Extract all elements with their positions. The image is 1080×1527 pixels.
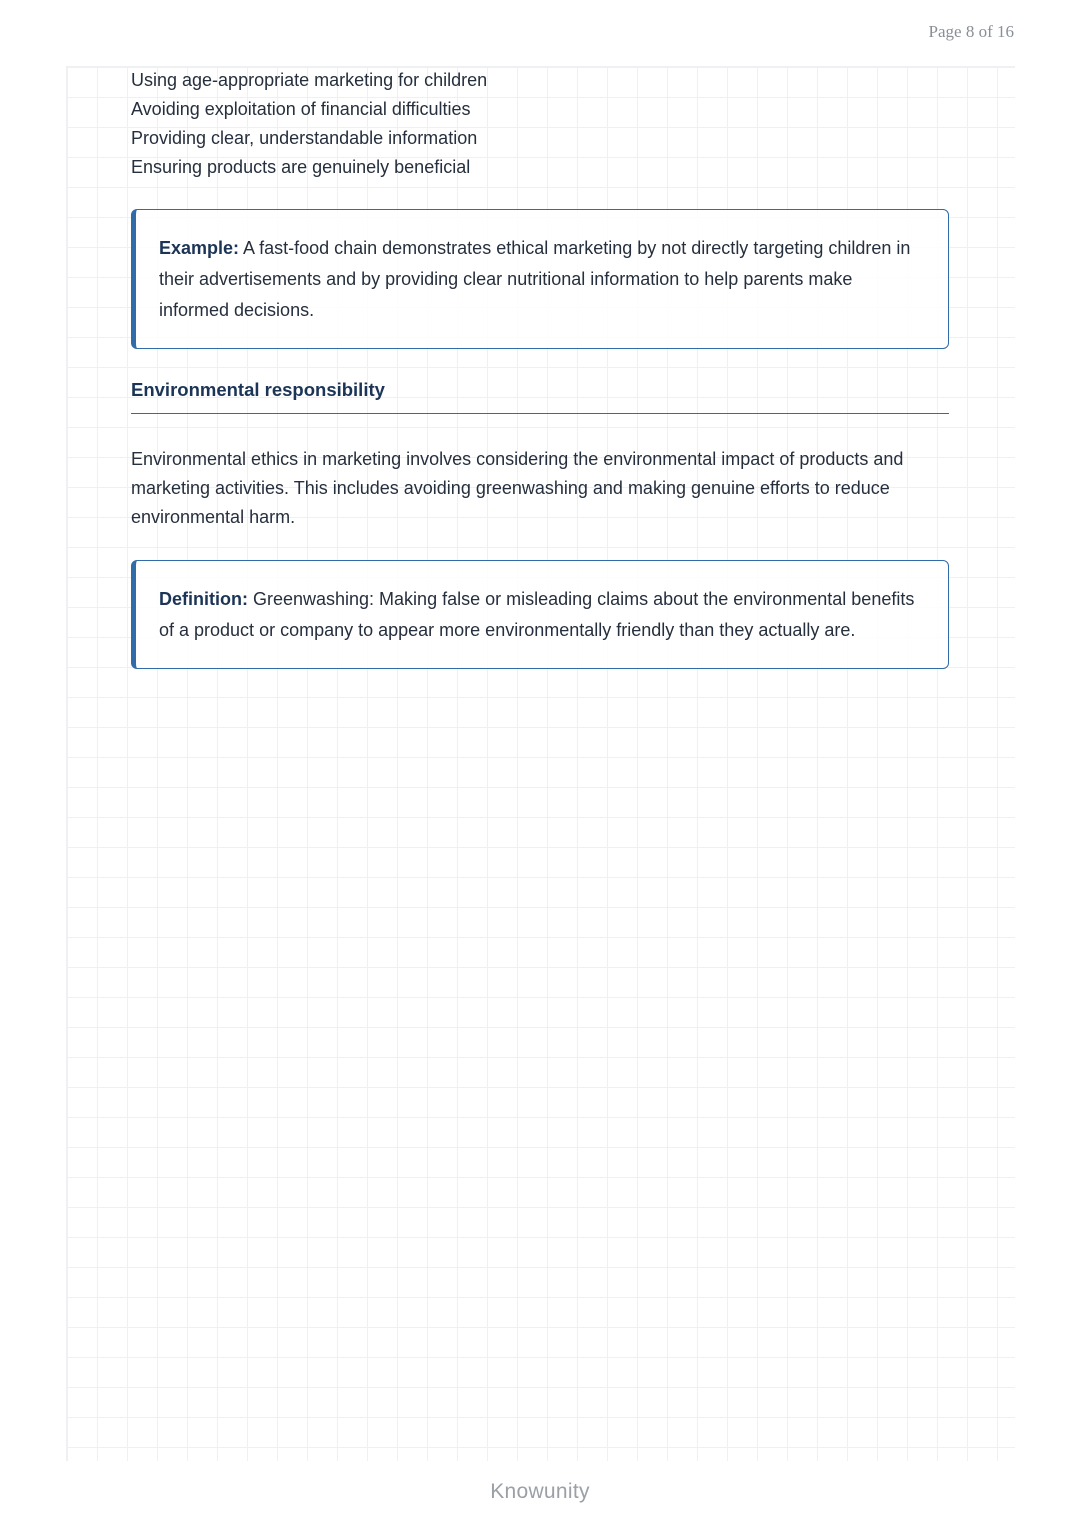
definition-label: Definition:: [159, 589, 248, 609]
example-body: A fast-food chain demonstrates ethical marketing by not directly targeting children in their advertisements and by providing clear nutritional information to help parents make informed decisions.: [159, 238, 911, 320]
example-callout: [131, 209, 949, 349]
page-content: [131, 66, 949, 669]
list-item: Avoiding exploitation of financial difficulties: [131, 99, 471, 119]
section-heading-environmental: Environmental responsibility: [131, 379, 949, 414]
environmental-paragraph: Environmental ethics in marketing involves considering the environmental impact of products and marketing activities. This includes avoiding greenwashing and making genuine efforts to reduce environmental harm.: [131, 449, 904, 527]
list-item: Using age-appropriate marketing for children: [131, 70, 488, 90]
list-item: Providing clear, understandable information: [131, 128, 478, 148]
definition-body: Greenwashing: Making false or misleading claims about the environmental benefits of a product or company to appear more environmentally friendly than they actually are.: [159, 589, 915, 640]
brand-logo-text: Knowunity: [490, 1480, 590, 1503]
example-label: Example:: [159, 238, 240, 258]
list-item: Ensuring products are genuinely beneficial: [131, 157, 471, 177]
example-text: [159, 233, 924, 326]
page-number: Page 8 of 16: [928, 22, 1014, 41]
ethics-list: [131, 66, 949, 182]
definition-callout: [131, 560, 949, 669]
definition-text: [159, 584, 924, 646]
